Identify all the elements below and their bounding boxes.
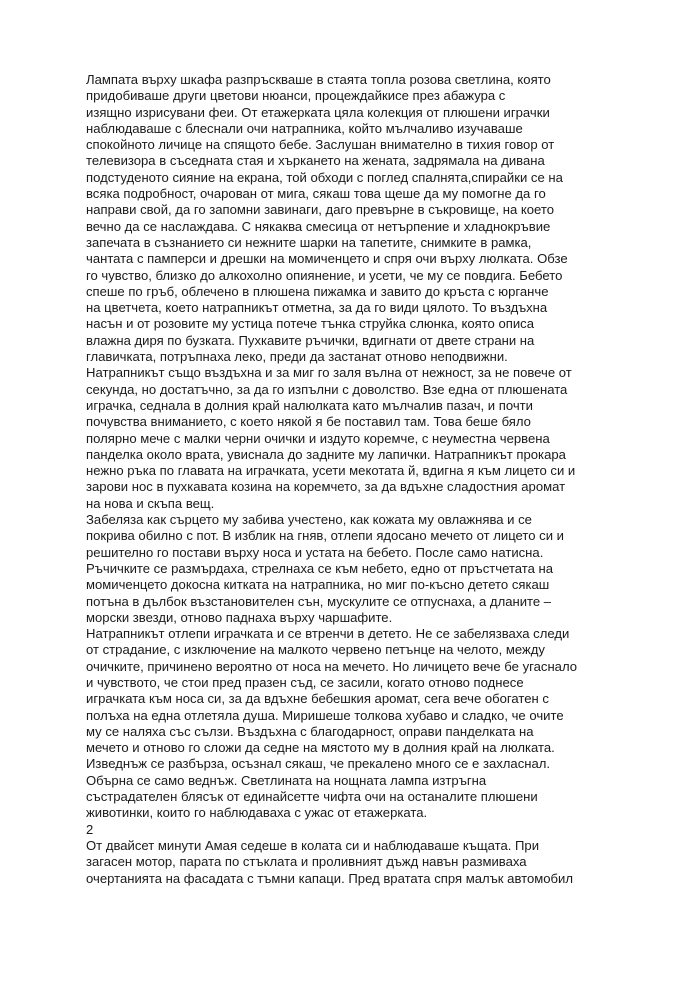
text-line: очертанията на фасадата с тъмни капаци. Пред вратата спря малък автомобил	[86, 870, 573, 886]
text-line: Обърна се само веднъж. Светлината на нощната лампа изтръгна	[86, 772, 487, 788]
text-line: Натрапникът също въздъхна и за миг го заля вълна от нежност, за не повече от	[86, 365, 572, 381]
text-line: състрадателен блясък от единайсетте чифта очи на останалите плюшени	[86, 789, 538, 805]
text-line: Ръчичките се размърдаха, стрелнаха се към небето, едно от пръстчетата на	[86, 560, 554, 576]
text-line: животинки, които го наблюдаваха с ужас от етажерката.	[86, 805, 428, 821]
text-line: панделка около врата, увиснала до задните му лапички. Натрапникът прокара	[86, 446, 566, 462]
text-line: играчката към носа си, за да вдъхне бебешкия аромат, сега вече обогатен с	[86, 691, 549, 707]
text-line: придобиваше други цветови нюанси, процеждайкисе през абажура с	[86, 88, 506, 104]
text-line: решително го постави върху носа и устата на бебето. После само натисна.	[86, 544, 544, 560]
text-line: потъна в дълбок възстановителен сън, мускулите се отпуснаха, а дланите –	[86, 593, 552, 609]
text-line: от страдание, с изключение на малкото червено петънце на челото, между	[86, 642, 545, 658]
text-line: запечата в съзнанието си нежните шарки на тапетите, снимките в рамка,	[86, 234, 532, 250]
text-line: покрива обилно с пот. В изблик на гняв, отлепи ядосано мечето от лицето си и	[86, 528, 564, 544]
text-line: почувства вниманието, с което някой я бе поставил там. Това беше бяло	[86, 414, 531, 430]
text-line: очичките, причинено вероятно от носа на мечето. Но личицето вече бе угаснало	[86, 658, 578, 674]
text-line: Лампата върху шкафа разпръскваше в стаята топла розова светлина, която	[86, 72, 551, 87]
text-line: на цветчета, което натрапникът отметна, за да го види цялото. То въздъхна	[86, 300, 548, 316]
text-line: играчка, седнала в долния край налюлката като мълчалив пазач, и почти	[86, 397, 533, 413]
text-line: подстуденото сияние на екрана, той обходи с поглед спалнята,спирайки се на	[86, 169, 563, 185]
text-line: момиченцето докосна китката на натрапника, но миг по-късно детето сякаш	[86, 577, 550, 593]
text-line: чантата с памперси и дрешки на момиченцето и спря очи върху люлката. Обзе	[86, 251, 568, 267]
text-line: му се наляха със сълзи. Въздъхна с благодарност, оправи панделката на	[86, 723, 534, 739]
text-line: нежно ръка по главата на играчката, усети мекотата й, вдигна я към лицето си и	[86, 463, 576, 479]
text-line: Натрапникът отлепи играчката и се втренчи в детето. Не се забелязваха следи	[86, 626, 570, 642]
text-line: вечно да се наслаждава. С някаква смесица от нетърпение и хладнокръвие	[86, 218, 551, 234]
text-line: спокойното личице на спящото бебе. Заслушан внимателно в тихия говор от	[86, 137, 555, 153]
document-text	[86, 72, 646, 887]
text-line: полярно мече с малки черни очички и издуто коремче, с неуместна червена	[86, 430, 550, 446]
text-line: насън и от розовите му устица потече тънка струйка слюнка, която описа	[86, 316, 534, 332]
text-line: изящно изрисувани феи. От етажерката цяла колекция от плюшени играчки	[86, 104, 550, 120]
text-line: и чувството, че стои пред празен съд, се засили, когато отново поднесе	[86, 674, 524, 690]
text-line: морски звезди, отново паднаха върху чаршафите.	[86, 609, 393, 625]
text-line: Забеляза как сърцето му забива учестено, как кожата му овлажнява и се	[86, 512, 532, 528]
text-line: го чувство, близко до алкохолно опиянение, и усети, че му се повдига. Бебето	[86, 267, 563, 283]
text-line: зарови нос в пухкавата козина на коремчето, за да вдъхне сладостния аромат	[86, 479, 566, 495]
text-line: направи свой, да го запомни завинаги, даго превърне в съкровище, на което	[86, 202, 555, 218]
text-line: загасен мотор, парата по стъклата и проливният дъжд навън размиваха	[86, 854, 527, 870]
text-line: главичката, потръпнаха леко, преди да застанат отново неподвижни.	[86, 349, 508, 365]
text-line: От двайсет минути Амая седеше в колата си и наблюдаваше къщата. При	[86, 837, 540, 853]
text-line: на нова и скъпа вещ.	[86, 495, 215, 511]
text-line: 2	[86, 821, 94, 837]
text-line: наблюдаваше с блеснали очи натрапника, който мълчаливо изучаваше	[86, 120, 523, 136]
text-line: мечето и отново го сложи да седне на мястото му в долния край на люлката.	[86, 740, 555, 756]
text-line: влажна диря по бузката. Пухкавите ръчички, вдигнати от двете страни на	[86, 332, 535, 348]
text-line: всяка подробност, очарован от мига, сякаш това щеше да му помогне да го	[86, 186, 546, 202]
text-line: спеше по гръб, облечено в плюшена пижамка и завито до кръста с юрганче	[86, 283, 549, 299]
text-line: секунда, но достатъчно, за да го изпълни с доволство. Взе една от плюшената	[86, 381, 568, 397]
text-line: полъха на една отлетяла душа. Миришеше толкова хубаво и сладко, че очите	[86, 707, 564, 723]
text-line: телевизора в съседната стая и хъркането на жената, задрямала на дивана	[86, 153, 545, 169]
text-line: Изведнъж се разбърза, осъзнал сякаш, че прекалено много се е захласнал.	[86, 756, 551, 772]
